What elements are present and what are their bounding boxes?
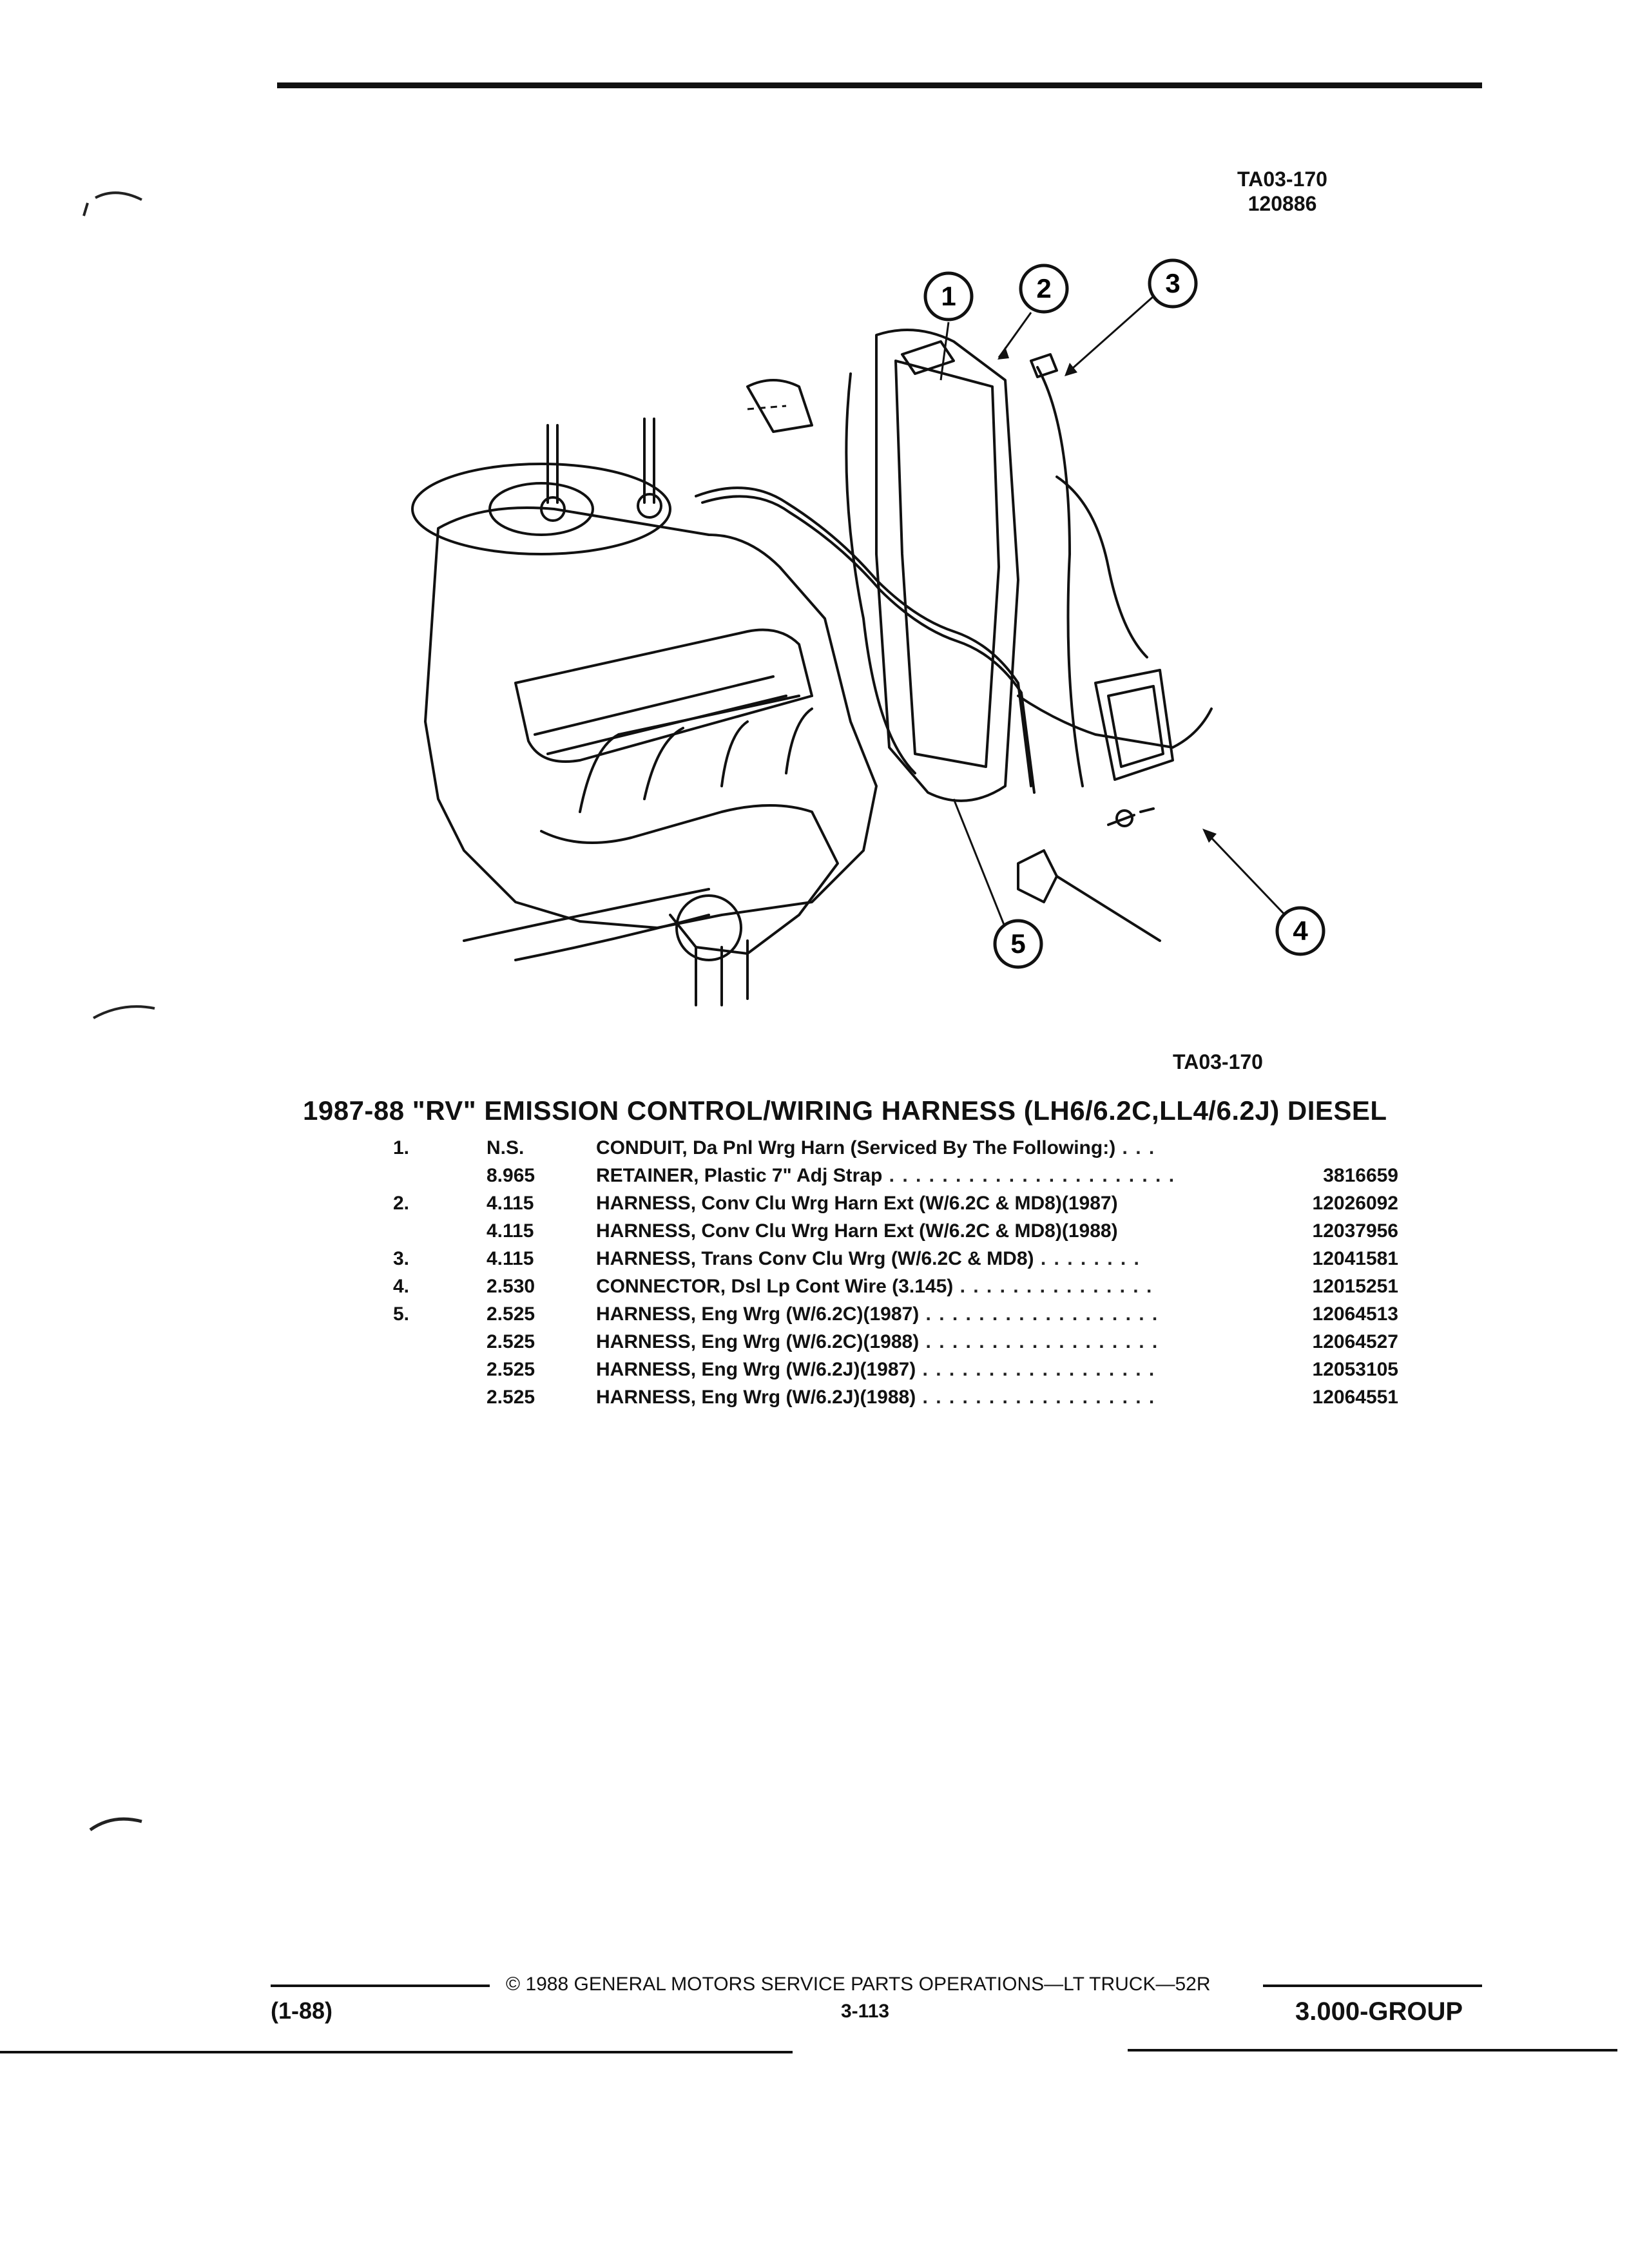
part-number: 12041581: [1312, 1248, 1398, 1269]
copyright-line: © 1988 GENERAL MOTORS SERVICE PARTS OPERATIONS—LT TRUCK—52R: [506, 1974, 1211, 1995]
part-description-text: HARNESS, Eng Wrg (W/6.2J)(1988): [596, 1387, 916, 1408]
part-description-text: RETAINER, Plastic 7" Adj Strap: [596, 1165, 883, 1186]
parts-row: [303, 1387, 1398, 1414]
callout-1: [925, 273, 972, 320]
part-item-number: 1.: [393, 1137, 410, 1158]
part-description: [596, 1220, 1118, 1242]
part-description: [596, 1137, 1155, 1159]
part-description: [596, 1359, 1155, 1381]
parts-row: [303, 1193, 1398, 1220]
part-description-text: CONDUIT, Da Pnl Wrg Harn (Serviced By The Following:): [596, 1137, 1116, 1158]
section-title: 1987-88 "RV" EMISSION CONTROL/WIRING HARNESS (LH6/6.2C,LL4/6.2J) DIESEL: [303, 1095, 1387, 1126]
part-item-number: 2.: [393, 1193, 410, 1214]
part-number: 12064551: [1312, 1387, 1398, 1408]
part-description-text: CONNECTOR, Dsl Lp Cont Wire (3.145): [596, 1276, 954, 1297]
part-group-number: 4.115: [487, 1193, 534, 1214]
part-number: 12015251: [1312, 1276, 1398, 1297]
dot-leader: . . . . . . . . . . . . . . . . . . . . . .: [882, 1165, 1176, 1186]
parts-row: [303, 1165, 1398, 1193]
engine-block-outline: [425, 508, 876, 928]
part-description: [596, 1165, 1175, 1187]
part-group-number: 8.965: [487, 1165, 535, 1186]
callout-5: [995, 921, 1041, 967]
part-group-number: 4.115: [487, 1220, 534, 1242]
figure-code: TA03-170: [1237, 168, 1327, 191]
part-group-number: 2.530: [487, 1276, 535, 1297]
part-description-text: HARNESS, Conv Clu Wrg Harn Ext (W/6.2C & MD8)(1987): [596, 1193, 1118, 1214]
parts-row: [303, 1359, 1398, 1387]
part-item-number: 3.: [393, 1248, 410, 1269]
dot-leader: . . . . . . . . . . . . . . . . . .: [919, 1331, 1159, 1352]
part-group-number: 2.525: [487, 1331, 535, 1352]
parts-row: [303, 1303, 1398, 1331]
callout-2: [1021, 265, 1067, 312]
svg-text:5: 5: [1010, 928, 1026, 959]
scan-mark-3: [84, 1807, 155, 1840]
valve-cover: [516, 630, 812, 762]
part-number: 12026092: [1312, 1193, 1398, 1214]
part-number: 12064513: [1312, 1303, 1398, 1325]
parts-row: [303, 1137, 1398, 1165]
bottom-rule-2: [1128, 2049, 1617, 2052]
group-label: 3.000-GROUP: [1295, 1997, 1463, 2026]
part-description-text: HARNESS, Eng Wrg (W/6.2C)(1988): [596, 1331, 920, 1352]
bottom-rule-1: [0, 2051, 793, 2053]
dot-leader: . . . . . . . . . . . . . . . . . .: [916, 1387, 1156, 1408]
figure-caption-code: TA03-170: [1173, 1050, 1263, 1073]
part-description: [596, 1248, 1141, 1270]
footer-rule-left: [271, 1984, 490, 1987]
exhaust-manifold: [541, 805, 838, 954]
parts-row: [303, 1220, 1398, 1248]
part-description: [596, 1193, 1118, 1215]
part-item-number: 5.: [393, 1303, 410, 1325]
part-item-number: 4.: [393, 1276, 410, 1297]
part-description-text: HARNESS, Eng Wrg (W/6.2C)(1987): [596, 1303, 920, 1325]
top-rule: [277, 82, 1482, 88]
part-number: 12037956: [1312, 1220, 1398, 1242]
scan-mark-2: [90, 992, 161, 1031]
parts-row: [303, 1331, 1398, 1359]
part-group-number: N.S.: [487, 1137, 525, 1158]
engine-harness-illustration: [387, 232, 1353, 1037]
callout-3: [1150, 260, 1196, 307]
part-group-number: 2.525: [487, 1359, 535, 1380]
part-number: 3816659: [1323, 1165, 1398, 1186]
part-description-text: HARNESS, Eng Wrg (W/6.2J)(1987): [596, 1359, 916, 1380]
dot-leader: . . . . . . . . . . . . . . .: [953, 1276, 1153, 1297]
footer-rule-right: [1263, 1984, 1482, 1987]
svg-text:2: 2: [1036, 273, 1052, 303]
date-code: 120886: [1248, 192, 1317, 215]
part-group-number: 2.525: [487, 1387, 535, 1408]
dot-leader: . . .: [1115, 1137, 1156, 1158]
parts-list: [303, 1137, 1398, 1414]
part-description: [596, 1331, 1159, 1353]
part-number: 12064527: [1312, 1331, 1398, 1352]
part-number: 12053105: [1312, 1359, 1398, 1380]
part-description-text: HARNESS, Trans Conv Clu Wrg (W/6.2C & MD8): [596, 1248, 1034, 1269]
svg-text:1: 1: [941, 281, 956, 311]
svg-text:4: 4: [1293, 916, 1308, 946]
parts-row: [303, 1248, 1398, 1276]
page-number: 3-113: [841, 2001, 890, 2022]
part-description: [596, 1276, 1153, 1298]
dot-leader: . . . . . . . .: [1034, 1248, 1141, 1269]
svg-text:3: 3: [1165, 268, 1181, 298]
glow-plug-wires: [580, 709, 812, 812]
callout-4: [1277, 908, 1324, 954]
part-group-number: 4.115: [487, 1248, 534, 1269]
main-harness-bundle: [696, 488, 1031, 786]
part-description: [596, 1303, 1159, 1325]
scan-mark-1: [77, 184, 148, 222]
revision-date: (1-88): [271, 1997, 333, 2024]
part-description: [596, 1387, 1155, 1408]
dot-leader: . . . . . . . . . . . . . . . . . .: [916, 1359, 1156, 1380]
part-group-number: 2.525: [487, 1303, 535, 1325]
part-description-text: HARNESS, Conv Clu Wrg Harn Ext (W/6.2C & MD8)(1988): [596, 1220, 1118, 1242]
dot-leader: . . . . . . . . . . . . . . . . . .: [919, 1303, 1159, 1325]
parts-row: [303, 1276, 1398, 1303]
